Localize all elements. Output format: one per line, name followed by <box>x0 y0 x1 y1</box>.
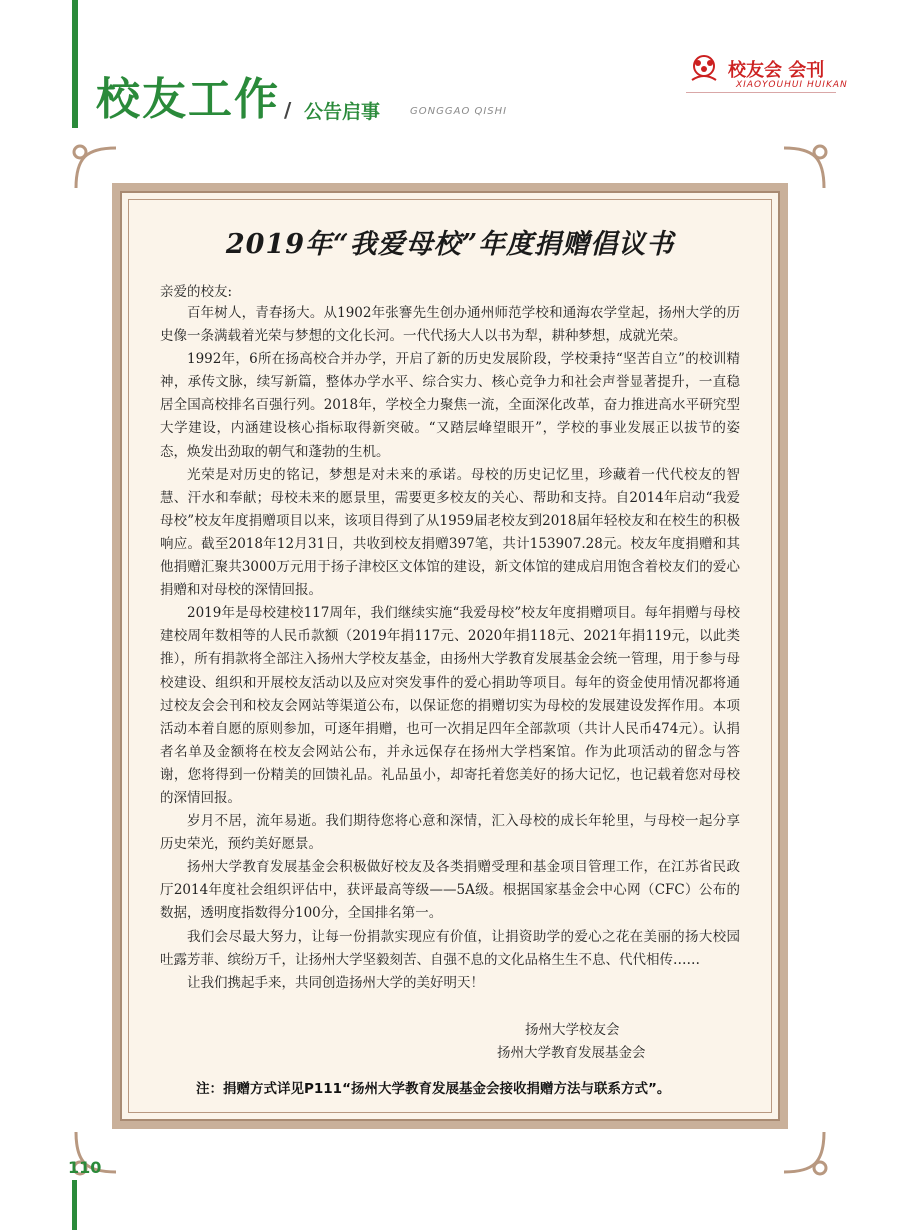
subsection-title: 公告启事 <box>304 101 381 123</box>
green-accent-bar <box>72 0 78 128</box>
footer-accent-bar <box>72 1180 77 1230</box>
salutation: 亲爱的校友: <box>160 284 233 300</box>
paragraph: 让我们携起手来，共同创造扬州大学的美好明天！ <box>187 974 484 991</box>
magazine-pinyin: XIAOYOUHUI HUIKAN <box>736 80 848 90</box>
top-right-ornament-icon <box>774 138 834 198</box>
paragraph: 岁月不居，流年易逝。我们期待您将心意和深情，汇入母校的成长年轮里，与母校一起分享历史荣光，预约美好愿景。 <box>160 813 740 853</box>
title-separator: / <box>284 98 292 122</box>
paragraph: 1992年，6所在扬高校合并办学，开启了新的历史发展阶段，学校秉持“坚苦自立”的校训精神，承传文脉，续写新篇，整体办学水平、综合实力、核心竞争力和社会声誉显著提升，一直稳居全国高校排名百强行列。2018年，学校全力聚焦一流，全面深化改革，奋力推进高水平研究型大学建设，内涵建设核心指标取得新突破。“又踏层峰望眼开”，学校的事业发展正以拔节的姿态，焕发出劲取的朝气和蓬勃的生机。 <box>160 351 740 460</box>
alumni-logo-icon <box>686 54 722 84</box>
bottom-right-ornament-icon <box>774 1122 834 1182</box>
subsection-pinyin: GONGGAO QISHI <box>410 106 508 117</box>
paragraph: 光荣是对历史的铭记，梦想是对未来的承诺。母校的历史记忆里，珍藏着一代代校友的智慧、汗水和奉献；母校未来的愿景里，需要更多校友的关心、帮助和支持。自2014年启动“我爱母校”校友年度捐赠项目以来，该项目得到了从1959届老校友到2018届年轻校友和在校生的积极响应。截至2018年12月31日，共收到校友捐赠397笔，共计153907.28元。校友年度捐赠和其他捐赠汇聚共3000万元用于扬子津校区文体馆的建设，新文体馆的建成启用饱含着校友们的爱心捐赠和对母校的深情回报。 <box>160 466 740 599</box>
top-left-ornament-icon <box>66 138 126 198</box>
signature-foundation: 扬州大学教育发展基金会 <box>497 1045 646 1061</box>
donation-note: 注：捐赠方式详见P111“扬州大学教育发展基金会接收捐赠方法与联系方式”。 <box>196 1081 671 1097</box>
signature-alumni-association: 扬州大学校友会 <box>525 1022 620 1038</box>
paragraph: 2019年是母校建校117周年，我们继续实施“我爱母校”校友年度捐赠项目。每年捐赠与母校建校周年数相等的人民币款额（2019年捐117元、2020年捐118元、2021年捐119元，以此类推），所有捐款将全部注入扬州大学校友基金，由扬州大学教育发展基金会统一管理，用于参与母校建设、组织和开展校友活动以及应对突发事件的爱心捐助等项目。每年的资金使用情况都将通过校友会会刊和校友会网站等渠道公布，以保证您的捐赠切实为母校的发展建设发挥作用。本项活动本着自愿的原则参加，可逐年捐赠，也可一次捐足四年全部款项（共计人民币474元）。认捐者名单及金额将在校友会网站公布，并永远保存在扬州大学档案馆。作为此项活动的留念与答谢，您将得到一份精美的回馈礼品。礼品虽小，却寄托着您美好的扬大记忆，也记载着您对母校的深情回报。 <box>160 605 740 806</box>
paragraph: 百年树人，青春扬大。从1902年张謇先生创办通州师范学校和通海农学堂起，扬州大学的历史像一条满载着光荣与梦想的文化长河。一代代扬大人以书为犁，耕种梦想，成就光荣。 <box>160 305 740 345</box>
paragraph: 扬州大学教育发展基金会积极做好校友及各类捐赠受理和基金项目管理工作，在江苏省民政厅2014年度社会组织评估中，获评最高等级——5A级。根据国家基金会中心网（CFC）公布的数据，透明度指数得分100分，全国排名第一。 <box>160 859 740 922</box>
page-number: 110 <box>68 1158 102 1177</box>
letter-title: 2019年“我爱母校”年度捐赠倡议书 <box>225 229 675 260</box>
magazine-name: 校友会 会刊 <box>728 60 825 81</box>
letter-body <box>160 302 740 995</box>
section-title: 校友工作 <box>96 74 280 125</box>
paragraph: 我们会尽最大努力，让每一份捐款实现应有价值，让捐资助学的爱心之花在美丽的扬大校园吐露芳菲、缤纷万千，让扬州大学坚毅刻苦、自强不息的文化品格生生不息、代代相传…… <box>160 928 740 968</box>
header-divider <box>686 92 836 93</box>
